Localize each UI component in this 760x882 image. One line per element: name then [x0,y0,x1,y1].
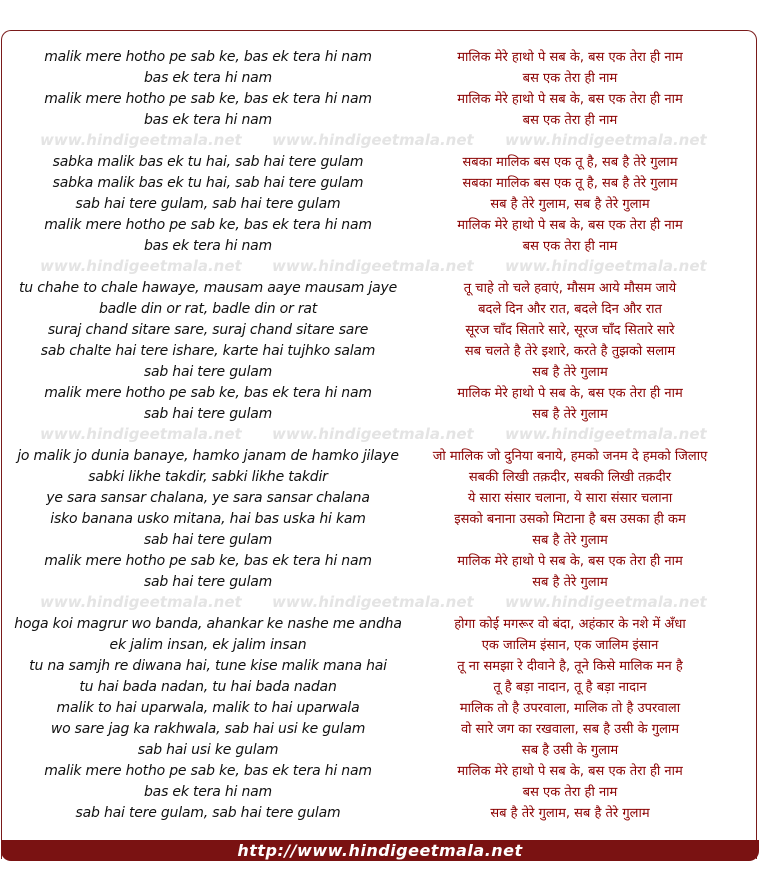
hindi-lyric-line: तू चाहे तो चले हवाएं, मौसम आये मौसम जाये [463,281,677,296]
watermark-row [0,257,760,277]
watermark-text: www.hindigeetmala.net [505,131,707,149]
hindi-lyric-line: सब है उसी के गुलाम [521,743,619,758]
english-lyric-line: bas ek tera hi nam [144,112,272,128]
english-lyric-line: sab hai tere gulam [143,406,273,422]
hindi-lyric-line: मालिक मेरे हाथो पे सब के, बस एक तेरा ही नाम [457,764,683,779]
english-lyric-line: bas ek tera hi nam [144,70,272,86]
english-lyric-line: wo sare jag ka rakhwala, sab hai usi ke gulam [50,721,366,737]
hindi-lyric-line: मालिक मेरे हाथो पे सब के, बस एक तेरा ही नाम [457,554,683,569]
english-lyric-line: malik mere hotho pe sab ke, bas ek tera hi nam [44,385,372,401]
english-lyric-line: malik mere hotho pe sab ke, bas ek tera hi nam [44,217,372,233]
hindi-lyric-line: सब है तेरे गुलाम [532,575,608,590]
watermark-text: www.hindigeetmala.net [505,593,707,611]
hindi-lyric-line: वो सारे जग का रखवाला, सब है उसी के गुलाम [460,722,680,737]
hindi-lyric-line: मालिक मेरे हाथो पे सब के, बस एक तेरा ही नाम [457,386,683,401]
hindi-lyric-line: सब है तेरे गुलाम, सब है तेरे गुलाम [490,806,650,821]
watermark-text: www.hindigeetmala.net [272,593,474,611]
hindi-lyric-line: बस एक तेरा ही नाम [522,239,618,254]
english-lyric-line: tu chahe to chale hawaye, mausam aaye mausam jaye [19,280,397,296]
footer-url-link[interactable]: http://www.hindigeetmala.net [237,841,523,860]
english-lyric-line: tu na samjh re diwana hai, tune kise malik mana hai [29,658,387,674]
hindi-lyric-line: सब चलते है तेरे इशारे, करते है तुझको सलाम [464,344,676,359]
english-lyric-line: ye sara sansar chalana, ye sara sansar chalana [46,490,370,506]
hindi-lyric-line: तू है बड़ा नादान, तू है बड़ा नादान [493,680,647,695]
english-lyric-line: suraj chand sitare sare, suraj chand sitare sare [47,322,369,338]
watermark-text: www.hindigeetmala.net [272,131,474,149]
english-lyric-line: sab chalte hai tere ishare, karte hai tujhko salam [40,343,376,359]
hindi-lyric-line: मालिक मेरे हाथो पे सब के, बस एक तेरा ही नाम [457,92,683,107]
hindi-lyric-line: सूरज चाँद सितारे सारे, सूरज चाँद सितारे सारे [465,323,675,338]
hindi-lyric-line: बदले दिन और रात, बदले दिन और रात [478,302,662,317]
english-lyric-line: sabka malik bas ek tu hai, sab hai tere gulam [52,154,364,170]
english-lyric-line: sabki likhe takdir, sabki likhe takdir [88,469,328,485]
english-lyric-line: isko banana usko mitana, hai bas uska hi kam [50,511,366,527]
hindi-lyric-line: सब है तेरे गुलाम [532,365,608,380]
english-lyric-line: sabka malik bas ek tu hai, sab hai tere gulam [52,175,364,191]
hindi-lyric-line: सबका मालिक बस एक तू है, सब है तेरे गुलाम [462,155,678,170]
watermark-row [0,131,760,151]
hindi-lyric-line: सबका मालिक बस एक तू है, सब है तेरे गुलाम [462,176,678,191]
english-lyric-line: tu hai bada nadan, tu hai bada nadan [79,679,337,695]
english-lyric-line: malik mere hotho pe sab ke, bas ek tera hi nam [44,763,372,779]
hindi-lyric-line: बस एक तेरा ही नाम [522,785,618,800]
hindi-lyric-line: इसको बनाना उसको मिटाना है बस उसका ही कम [454,512,686,527]
watermark-text: www.hindigeetmala.net [505,425,707,443]
english-lyric-line: sab hai tere gulam [143,532,273,548]
hindi-lyric-line: बस एक तेरा ही नाम [522,71,618,86]
english-lyric-line: sab hai tere gulam, sab hai tere gulam [75,196,341,212]
english-lyric-line: malik mere hotho pe sab ke, bas ek tera hi nam [44,91,372,107]
hindi-lyric-line: सबकी लिखी तक़दीर, सबकी लिखी तक़दीर [468,470,672,485]
footer-bar [1,840,759,861]
english-lyric-line: sab hai tere gulam, sab hai tere gulam [75,805,341,821]
english-lyric-line: sab hai usi ke gulam [137,742,279,758]
english-lyric-line: bas ek tera hi nam [144,784,272,800]
english-lyric-line: sab hai tere gulam [143,364,273,380]
watermark-text: www.hindigeetmala.net [40,425,242,443]
english-lyric-line: jo malik jo dunia banaye, hamko janam de hamko jilaye [17,448,399,464]
watermark-text: www.hindigeetmala.net [272,425,474,443]
english-lyric-line: ek jalim insan, ek jalim insan [109,637,307,653]
english-lyric-line: bas ek tera hi nam [144,238,272,254]
watermark-text: www.hindigeetmala.net [40,593,242,611]
watermark-text: www.hindigeetmala.net [40,131,242,149]
hindi-lyric-line: मालिक तो है उपरवाला, मालिक तो है उपरवाला [459,701,681,716]
hindi-lyric-line: सब है तेरे गुलाम [532,533,608,548]
english-lyric-line: sab hai tere gulam [143,574,273,590]
hindi-lyric-line: ये सारा संसार चलाना, ये सारा संसार चलाना [467,491,673,506]
english-lyric-line: badle din or rat, badle din or rat [98,301,318,317]
hindi-lyric-line: मालिक मेरे हाथो पे सब के, बस एक तेरा ही नाम [457,218,683,233]
english-lyric-line: malik mere hotho pe sab ke, bas ek tera hi nam [44,553,372,569]
hindi-lyric-line: सब है तेरे गुलाम, सब है तेरे गुलाम [490,197,650,212]
watermark-text: www.hindigeetmala.net [505,257,707,275]
hindi-lyric-line: जो मालिक जो दुनिया बनाये, हमको जनम दे हमको जिलाए [432,449,708,464]
english-lyric-line: hoga koi magrur wo banda, ahankar ke nashe me andha [14,616,402,632]
hindi-lyric-line: होगा कोई मगरूर वो बंदा, अहंकार के नशे में अँधा [454,617,686,632]
hindi-lyric-line: एक जालिम इंसान, एक जालिम इंसान [481,638,659,653]
hindi-lyric-line: बस एक तेरा ही नाम [522,113,618,128]
hindi-lyric-line: तू ना समझा रे दीवाने है, तूने किसे मालिक मन है [457,659,683,674]
hindi-lyric-line: सब है तेरे गुलाम [532,407,608,422]
english-lyric-line: malik mere hotho pe sab ke, bas ek tera hi nam [44,49,372,65]
watermark-row [0,593,760,613]
watermark-text: www.hindigeetmala.net [272,257,474,275]
watermark-row [0,425,760,445]
hindi-lyric-line: मालिक मेरे हाथो पे सब के, बस एक तेरा ही नाम [457,50,683,65]
watermark-text: www.hindigeetmala.net [40,257,242,275]
english-lyric-line: malik to hai uparwala, malik to hai uparwala [56,700,360,716]
